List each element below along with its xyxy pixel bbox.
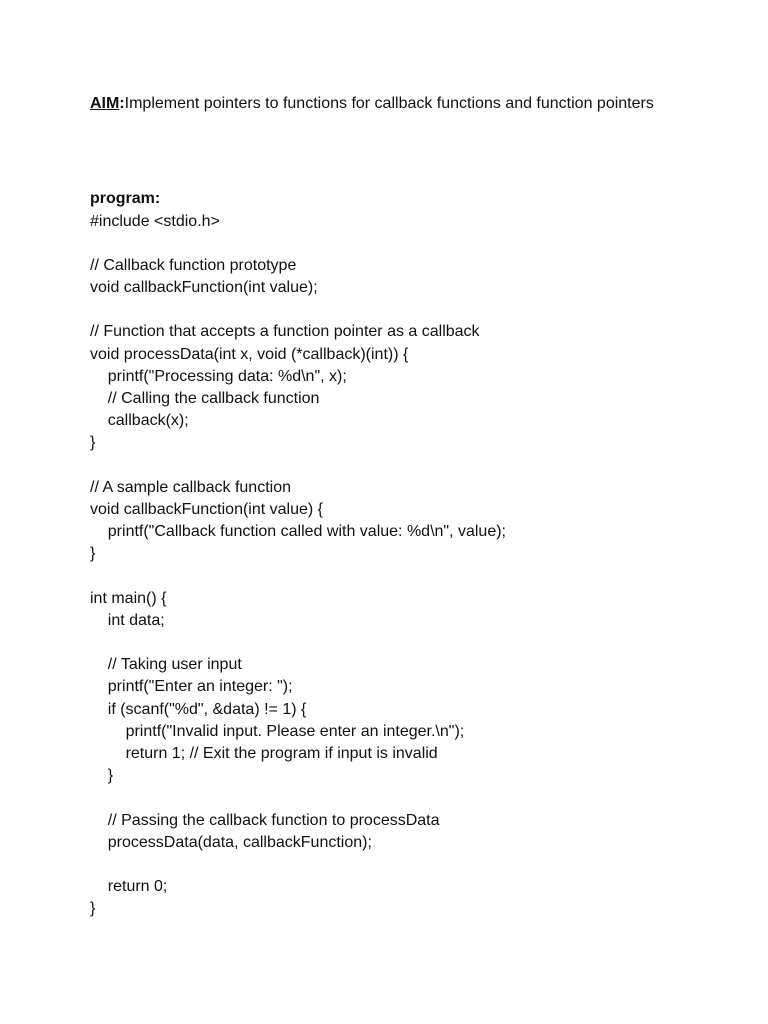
code-line: }: [90, 900, 96, 918]
code-line: [90, 787, 730, 809]
code-block: [90, 211, 730, 921]
code-line: // Calling the callback function: [90, 390, 320, 407]
code-line: printf("Callback function called with value: %d\n", value);: [90, 523, 506, 541]
code-line: printf("Invalid input. Please enter an integer.\n");: [90, 722, 465, 740]
code-line: // Function that accepts a function pointer as a callback: [90, 323, 480, 341]
code-line: void processData(int x, void (*callback)(int)) {: [90, 345, 409, 363]
code-line: [90, 854, 730, 876]
code-line: return 1; // Exit the program if input is invalid: [90, 745, 438, 762]
code-line: return 0;: [90, 878, 168, 896]
code-line: [90, 299, 730, 321]
code-line: }: [90, 767, 114, 785]
code-line: callback(x);: [90, 412, 189, 430]
code-line: int data;: [90, 611, 165, 629]
code-line: if (scanf("%d", &data) != 1) {: [90, 700, 307, 718]
code-line: [90, 233, 730, 255]
code-line: // Callback function prototype: [90, 256, 297, 274]
aim-text: Implement pointers to functions for callback functions and function pointers: [124, 95, 654, 112]
code-line: void callbackFunction(int value) {: [90, 500, 324, 518]
code-line: // A sample callback function: [90, 478, 291, 496]
code-line: [90, 566, 730, 588]
aim-label: AIM: [90, 95, 120, 112]
code-line: #include <stdio.h>: [90, 212, 220, 230]
code-line: processData(data, callbackFunction);: [90, 833, 372, 851]
code-line: // Taking user input: [90, 656, 242, 674]
code-line: printf("Processing data: %d\n", x);: [90, 367, 347, 385]
aim-paragraph: [90, 92, 690, 116]
aim-colon: :: [119, 95, 125, 112]
program-heading: program:: [90, 190, 161, 207]
code-line: }: [90, 434, 96, 452]
code-line: int main() {: [90, 589, 167, 607]
code-line: printf("Enter an integer: ");: [90, 678, 293, 696]
code-line: [90, 455, 730, 477]
code-line: }: [90, 545, 96, 563]
code-line: // Passing the callback function to processData: [90, 811, 440, 829]
code-line: void callbackFunction(int value);: [90, 279, 318, 297]
code-line: [90, 632, 730, 654]
